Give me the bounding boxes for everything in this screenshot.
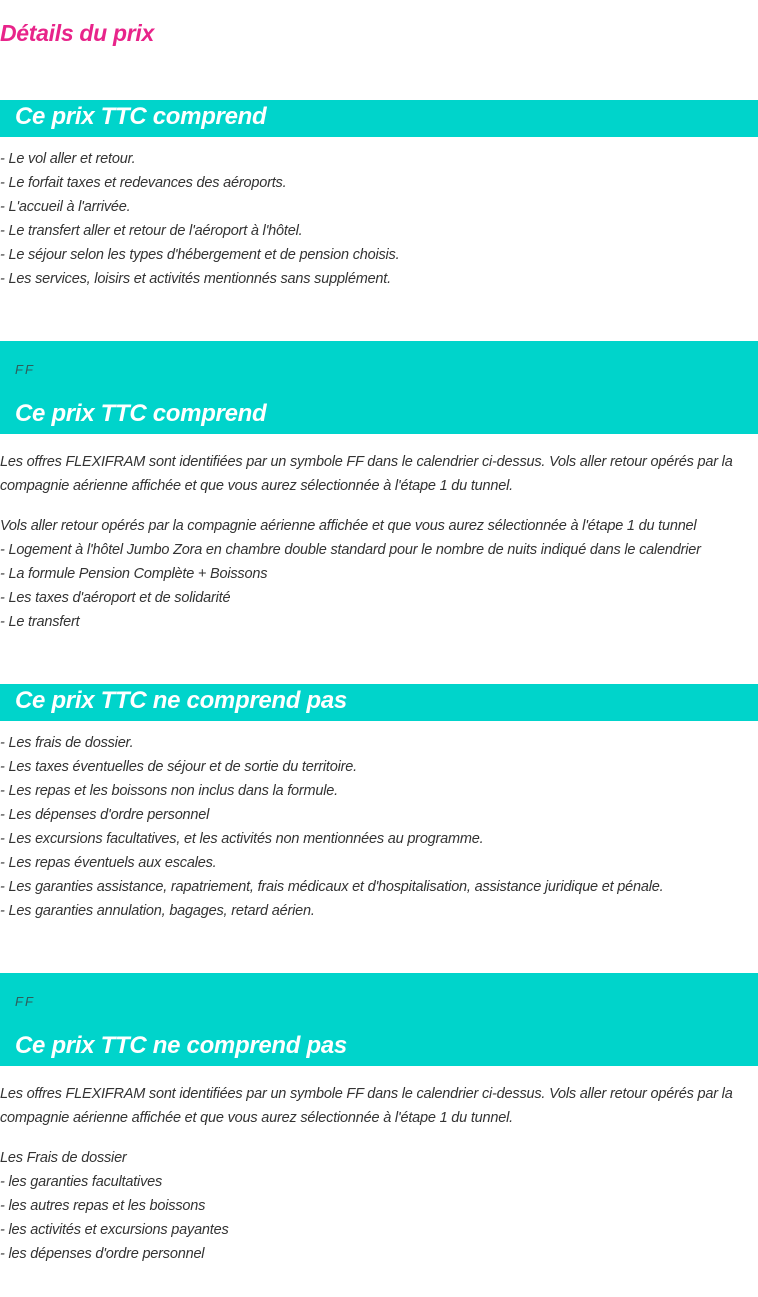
section-title: Ce prix TTC ne comprend pas bbox=[15, 1032, 347, 1059]
ff-intro-text: Les offres FLEXIFRAM sont identifiées par un symbole FF dans le calendrier ci-dessus. Vols aller retour opérés par la compagnie aérienne affichée et que vous aurez sélectionnée à l'étape 1 du tunnel. bbox=[0, 454, 733, 494]
list-item: - Le vol aller et retour. bbox=[0, 151, 136, 167]
ff-badge: FF bbox=[15, 362, 35, 377]
list-item: - Les garanties assistance, rapatriement, frais médicaux et d'hospitalisation, assistance juridique et pénale. bbox=[0, 879, 664, 895]
section-header-ff-includes bbox=[0, 341, 758, 434]
list-item: Vols aller retour opérés par la compagnie aérienne affichée et que vous aurez sélectionnée à l'étape 1 du tunnel bbox=[0, 518, 697, 534]
page-title: Détails du prix bbox=[0, 20, 154, 46]
list-item: Les Frais de dossier bbox=[0, 1150, 127, 1166]
ff-includes-content bbox=[0, 450, 750, 634]
list-item: - L'accueil à l'arrivée. bbox=[0, 199, 131, 215]
section-header-includes bbox=[0, 100, 758, 137]
ff-intro-text: Les offres FLEXIFRAM sont identifiées par un symbole FF dans le calendrier ci-dessus. Vols aller retour opérés par la compagnie aérienne affichée et que vous aurez sélectionnée à l'étape 1 du tunnel. bbox=[0, 1086, 733, 1126]
list-item: - les garanties facultatives bbox=[0, 1174, 163, 1190]
ff-badge: FF bbox=[15, 994, 35, 1009]
list-item: - Les excursions facultatives, et les activités non mentionnées au programme. bbox=[0, 831, 484, 847]
list-item: - Les frais de dossier. bbox=[0, 735, 134, 751]
list-item: - Logement à l'hôtel Jumbo Zora en chambre double standard pour le nombre de nuits indiqué dans le calendrier bbox=[0, 542, 701, 558]
excludes-list bbox=[0, 731, 750, 923]
section-title: Ce prix TTC comprend bbox=[15, 400, 267, 427]
list-item: - les dépenses d'ordre personnel bbox=[0, 1246, 205, 1262]
list-item: - Le séjour selon les types d'hébergement et de pension choisis. bbox=[0, 247, 400, 263]
list-item: - les activités et excursions payantes bbox=[0, 1222, 229, 1238]
list-item: - Les taxes éventuelles de séjour et de sortie du territoire. bbox=[0, 759, 357, 775]
section-title: Ce prix TTC ne comprend pas bbox=[15, 687, 347, 714]
section-header-ff-excludes bbox=[0, 973, 758, 1066]
list-item: - La formule Pension Complète + Boissons bbox=[0, 566, 268, 582]
section-title: Ce prix TTC comprend bbox=[15, 103, 267, 130]
list-item: - Les dépenses d'ordre personnel bbox=[0, 807, 210, 823]
list-item: - Le forfait taxes et redevances des aéroports. bbox=[0, 175, 287, 191]
list-item: - Les services, loisirs et activités mentionnés sans supplément. bbox=[0, 271, 391, 287]
list-item: - Les garanties annulation, bagages, retard aérien. bbox=[0, 903, 315, 919]
list-item: - Les repas et les boissons non inclus dans la formule. bbox=[0, 783, 338, 799]
section-header-excludes bbox=[0, 684, 758, 721]
list-item: - Les taxes d'aéroport et de solidarité bbox=[0, 590, 231, 606]
list-item: - Le transfert aller et retour de l'aéroport à l'hôtel. bbox=[0, 223, 303, 239]
list-item: - les autres repas et les boissons bbox=[0, 1198, 206, 1214]
list-item: - Le transfert bbox=[0, 614, 80, 630]
ff-excludes-content bbox=[0, 1082, 750, 1266]
includes-list bbox=[0, 147, 750, 291]
list-item: - Les repas éventuels aux escales. bbox=[0, 855, 217, 871]
